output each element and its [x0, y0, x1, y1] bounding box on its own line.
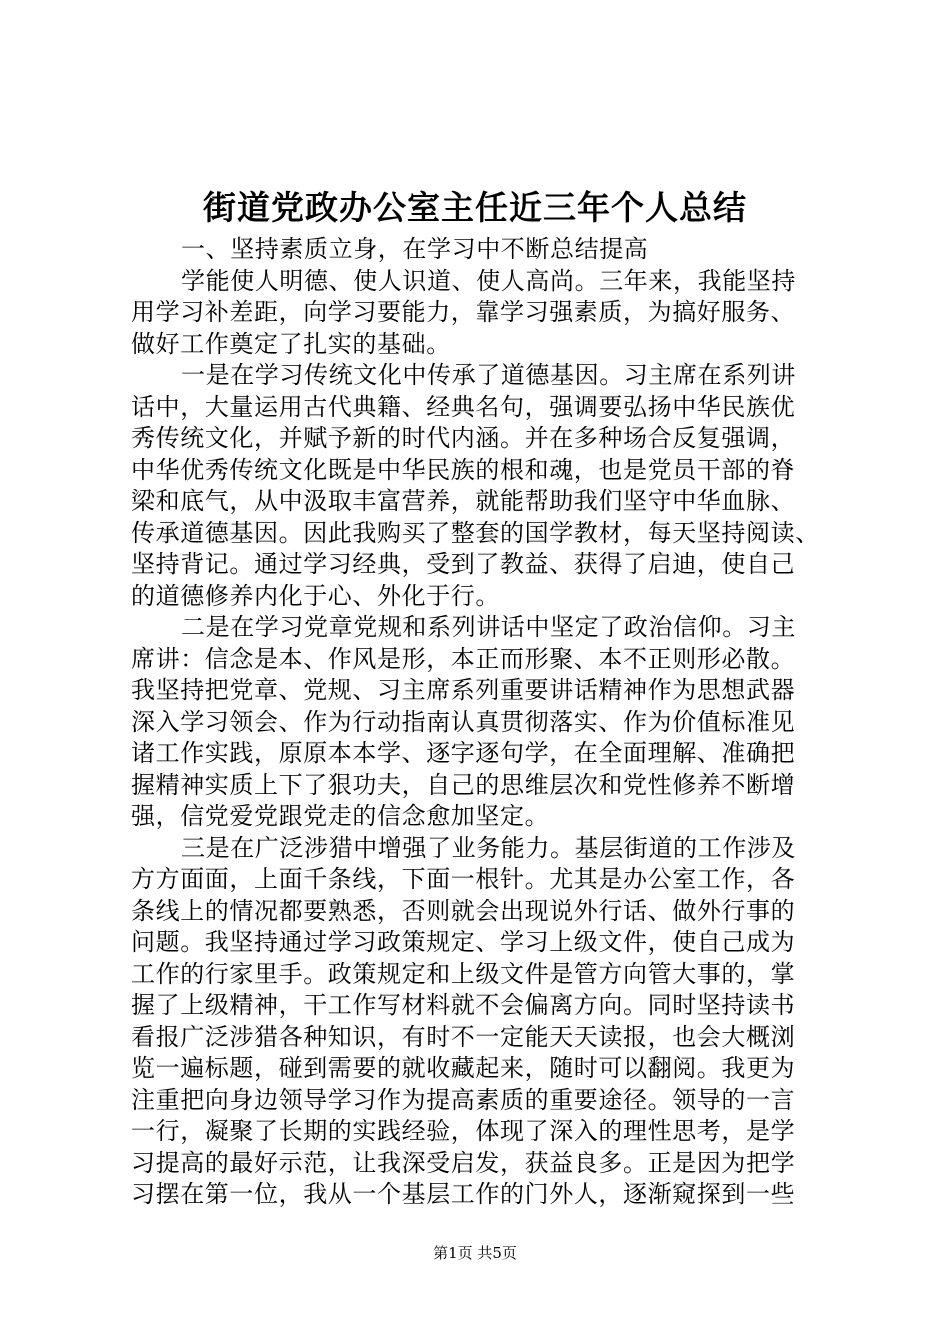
paragraph-line: 习摆在第一位，我从一个基层工作的门外人，逐渐窥探到一些 [131, 1180, 796, 1208]
paragraph-line: 一是在学习传统文化中传承了道德基因。习主席在系列讲 [181, 361, 796, 389]
paragraph-line: 习提高的最好示范，让我深受启发，获益良多。正是因为把学 [131, 1148, 796, 1177]
paragraph-line: 做好工作奠定了扎实的基础。 [131, 329, 451, 358]
paragraph-line: 问题。我坚持通过学习政策规定、学习上级文件，使自己成为 [131, 928, 796, 956]
paragraph-line: 览一遍标题，碰到需要的就收藏起来，随时可以翻阅。我更为 [131, 1054, 796, 1082]
paragraph-line: 深入学习领会、作为行动指南认真贯彻落实、作为价值标准见 [131, 707, 796, 736]
document-body [131, 234, 837, 1211]
paragraph-line: 话中，大量运用古代典籍、经典名句，强调要弘扬中华民族优 [131, 392, 796, 421]
paragraph-line: 秀传统文化，并赋予新的时代内涵。并在多种场合反复强调， [131, 424, 796, 452]
paragraph-line: 注重把向身边领导学习作为提高素质的重要途径。领导的一言 [131, 1085, 796, 1114]
paragraph-line: 条线上的情况都要熟悉，否则就会出现说外行话、做外行事的 [131, 896, 796, 925]
paragraph-line: 梁和底气，从中汲取丰富营养，就能帮助我们坚守中华血脉、 [131, 487, 796, 515]
paragraph-line: 中华优秀传统文化既是中华民族的根和魂，也是党员干部的脊 [131, 455, 796, 484]
paragraph-line: 用学习补差距，向学习要能力，靠学习强素质，为搞好服务、 [131, 298, 796, 326]
paragraph-line: 的道德修养内化于心、外化于行。 [131, 581, 500, 610]
document-title: 街道党政办公室主任近三年个人总结 [203, 188, 747, 227]
paragraph-line: 强，信党爱党跟党走的信念愈加坚定。 [131, 802, 550, 830]
section-heading-1: 一、坚持素质立身，在学习中不断总结提高 [181, 235, 649, 263]
paragraph-line: 传承道德基因。因此我购买了整套的国学教材，每天坚持阅读、 [131, 518, 820, 547]
paragraph-line: 握精神实质上下了狠功夫，自己的思维层次和党性修养不断增 [131, 770, 796, 799]
paragraph-line: 学能使人明德、使人识道、使人高尚。三年来，我能坚持 [181, 266, 796, 295]
paragraph-line: 诸工作实践，原原本本学、逐字逐句学，在全面理解、准确把 [131, 739, 796, 767]
paragraph-line: 方方面面，上面千条线，下面一根针。尤其是办公室工作，各 [131, 865, 796, 893]
paragraph-line: 握了上级精神，干工作写材料就不会偏离方向。同时坚持读书 [131, 991, 796, 1019]
paragraph-line: 三是在广泛涉猎中增强了业务能力。基层街道的工作涉及 [181, 833, 796, 862]
paragraph-line: 坚持背记。通过学习经典，受到了教益、获得了启迪，使自己 [131, 550, 796, 578]
paragraph-line: 二是在学习党章党规和系列讲话中坚定了政治信仰。习主 [181, 613, 796, 641]
paragraph-line: 席讲：信念是本、作风是形，本正而形聚、本不正则形必散。 [131, 644, 796, 673]
paragraph-line: 工作的行家里手。政策规定和上级文件是管方向管大事的，掌 [131, 959, 796, 988]
page-number: 第1页 共5页 [433, 1244, 517, 1262]
paragraph-line: 看报广泛涉猎各种知识，有时不一定能天天读报，也会大概浏 [131, 1022, 796, 1051]
paragraph-line: 一行，凝聚了长期的实践经验，体现了深入的理性思考，是学 [131, 1117, 796, 1145]
paragraph-line: 我坚持把党章、党规、习主席系列重要讲话精神作为思想武器 [131, 676, 796, 704]
